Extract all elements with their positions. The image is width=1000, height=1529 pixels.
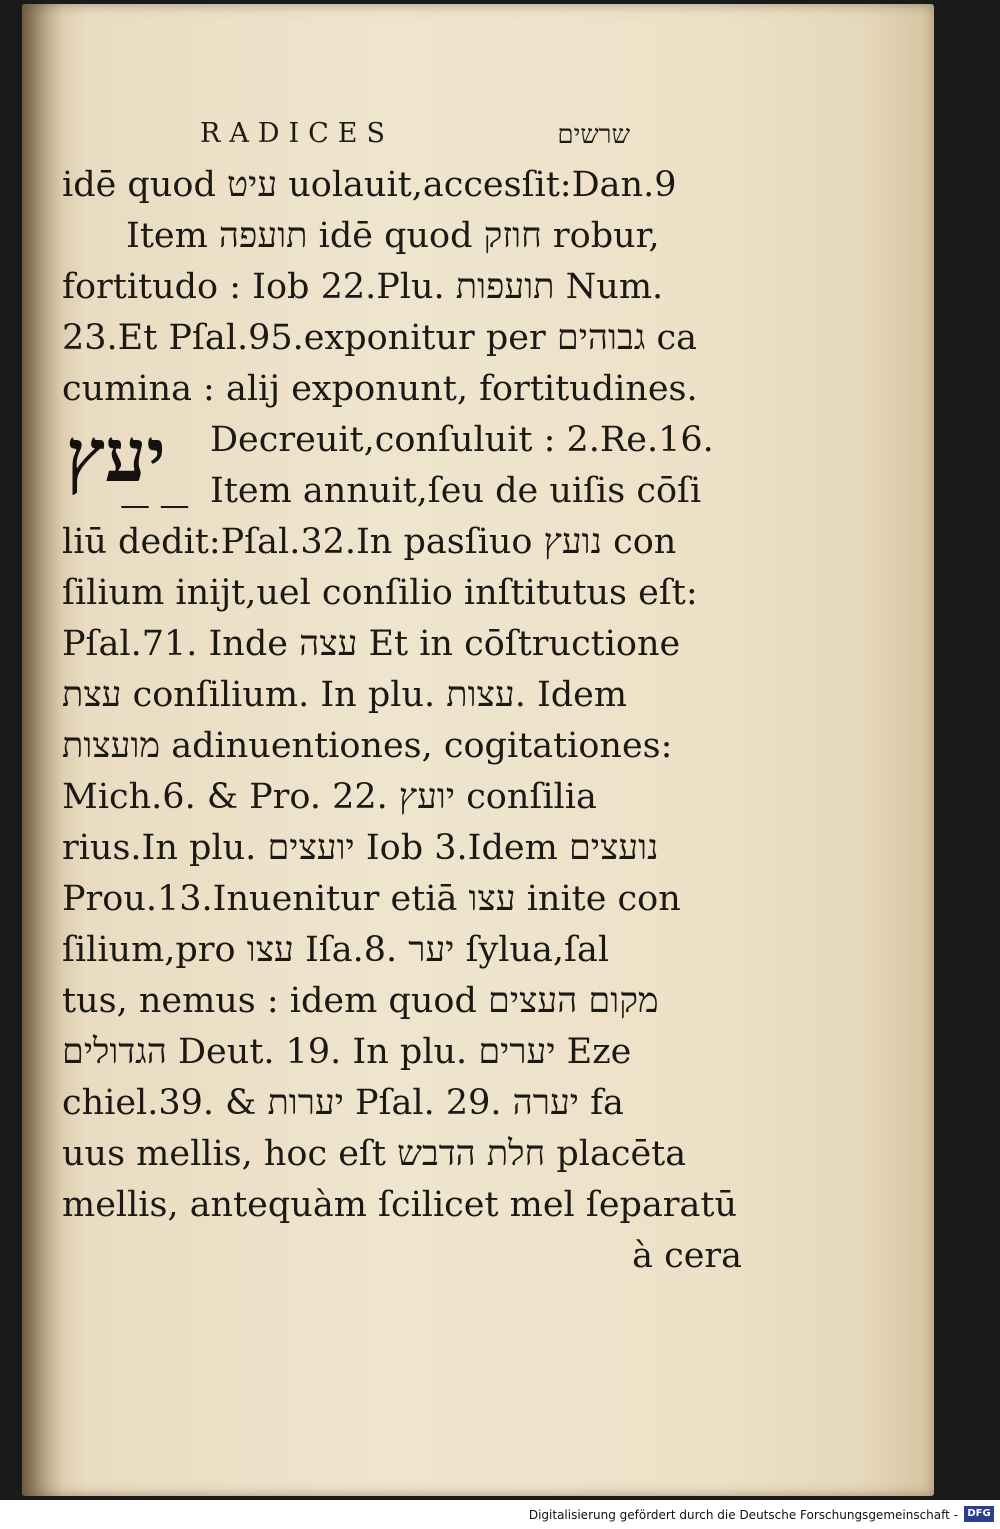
text-line: ſilium inijt,uel conſilio inſtitutus eſt: xyxy=(62,573,698,613)
running-head-hebrew: שרשים xyxy=(557,120,630,150)
text-line: 23.Et Pſal.95.exponitur per גבוהים ca xyxy=(62,318,697,358)
body-text xyxy=(62,160,742,1282)
dfg-logo: DFG xyxy=(964,1506,994,1522)
text-line: Pſal.71. Inde עצה Et in cōſtructione xyxy=(62,624,681,664)
footer-bar xyxy=(0,1500,1000,1529)
initial-dash-ornament: — — xyxy=(120,488,190,523)
text-line: Item תועפה idē quod חוזק robur, xyxy=(126,216,660,256)
funding-credit: Digitalisierung gefördert durch die Deutsche Forschungsgemeinschaft - xyxy=(528,1508,958,1522)
text-line: tus, nemus : idem quod מקום העצים xyxy=(62,981,659,1021)
text-line: idē quod עיט uolauit,accesſit:Dan.9 xyxy=(62,165,677,205)
text-line: cumina : alij exponunt, fortitudines. xyxy=(62,369,698,409)
text-line: Item annuit,ſeu de uiſis cōſi xyxy=(210,471,702,511)
running-head xyxy=(200,118,640,158)
text-line: Prou.13.Inuenitur etiā עצו inite con xyxy=(62,879,681,919)
text-line: Mich.6. & Pro. 22. יועץ conſilia xyxy=(62,777,597,817)
running-head-latin: RADICES xyxy=(200,118,395,149)
text-line: uus mellis, hoc eſt חלת הדבש placēta xyxy=(62,1134,687,1174)
text-line: mellis, antequàm ſcilicet mel ſeparatū xyxy=(62,1185,738,1225)
text-line: עצת conſilium. In plu. עצות. Idem xyxy=(62,675,628,715)
hebrew-headword-initial: יעץ xyxy=(66,413,166,499)
text-line: rius.In plu. יועצים Iob 3.Idem נועצים xyxy=(62,828,659,868)
gutter-shadow xyxy=(22,4,62,1496)
text-line: הגדולים Deut. 19. In plu. יערים Eze xyxy=(62,1032,632,1072)
text-line: chiel.39. & יערות Pſal. 29. יערה fa xyxy=(62,1083,624,1123)
text-line: ſilium,pro עצו Iſa.8. יער ſylua,ſal xyxy=(62,930,610,970)
text-line: fortitudo : Iob 22.Plu. תועפות Num. xyxy=(62,267,664,307)
text-line-catchword: à cera xyxy=(632,1236,742,1276)
text-line: liū dedit:Pſal.32.In pasſiuo נועץ con xyxy=(62,522,677,562)
text-line: מועצות adinuentiones, cogitationes: xyxy=(62,726,673,766)
text-line: Decreuit,conſuluit : 2.Re.16. xyxy=(210,420,714,460)
